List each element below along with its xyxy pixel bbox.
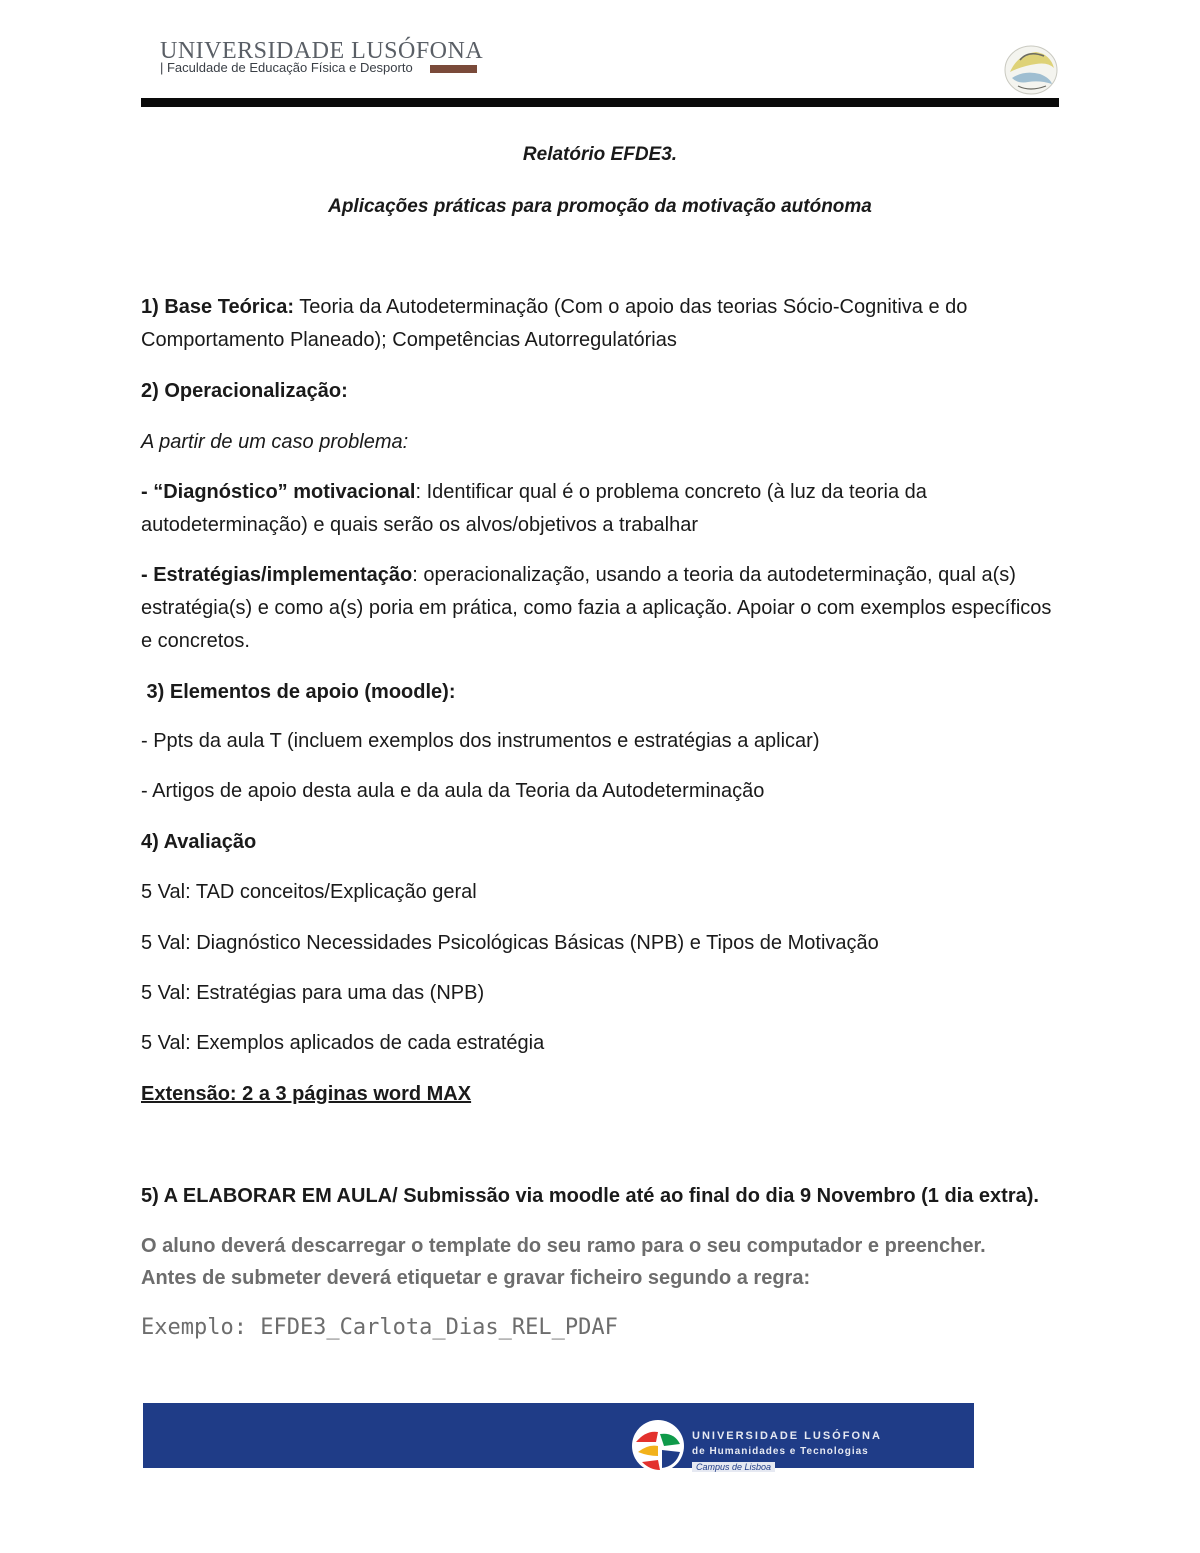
faculty-logo-icon xyxy=(1000,40,1062,98)
section-3-label: 3) Elementos de apoio (moodle): xyxy=(141,681,456,703)
diagnostico-label: - “Diagnóstico” motivacional xyxy=(141,481,416,503)
section-base-teorica xyxy=(141,291,1066,357)
diagnostico-text: : Identificar qual é o problema concreto (à luz da teoria da autodeterminação) e quais serão os alvos/objetivos a trabalhar xyxy=(141,481,927,536)
section-1-text: Teoria da Autodeterminação (Com o apoio das teorias Sócio-Cognitiva e do Comportamento Planeado); Competências Autorregulatórias xyxy=(141,296,968,351)
evaluation-item: 5 Val: TAD conceitos/Explicação geral xyxy=(141,881,477,903)
filename-example: Exemplo: EFDE3_Carlota_Dias_REL_PDAF xyxy=(141,1315,618,1340)
section-2-intro: A partir de um caso problema: xyxy=(141,431,409,453)
evaluation-item: 5 Val: Exemplos aplicados de cada estratégia xyxy=(141,1032,545,1054)
section-4-label: 4) Avaliação xyxy=(141,831,257,853)
estrategias-text: : operacionalização, usando a teoria da autodeterminação, qual a(s) estratégia(s) e como a(s) poria em prática, como fazia a aplicação. Apoiar o com exemplos específicos e concretos. xyxy=(141,564,1052,652)
section-5-label: 5) A ELABORAR EM AULA/ Submissão via moodle até ao final do dia 9 Novembro (1 dia extra). xyxy=(141,1185,1039,1207)
footer-university: UNIVERSIDADE LUSÓFONA xyxy=(692,1430,882,1442)
university-name: UNIVERSIDADE LUSÓFONA xyxy=(160,38,484,64)
document-title: Relatório EFDE3. xyxy=(522,144,678,165)
footer-campus: Campus de Lisboa xyxy=(692,1462,775,1472)
document-subtitle: Aplicações práticas para promoção da motivação autónoma xyxy=(328,196,872,217)
header-accent-bar xyxy=(430,65,477,73)
extension-note: Extensão: 2 a 3 páginas word MAX xyxy=(141,1083,472,1105)
instructions-line-1: O aluno deverá descarregar o template do seu ramo para o seu computador e preencher. xyxy=(141,1235,986,1257)
instructions-line-2: Antes de submeter deverá etiquetar e gravar ficheiro segundo a regra: xyxy=(141,1267,811,1289)
section-1-label: 1) Base Teórica: xyxy=(141,296,295,318)
estrategias-item xyxy=(141,559,1066,658)
diagnostico-item xyxy=(141,476,1066,542)
header-divider xyxy=(141,98,1059,107)
evaluation-item: 5 Val: Diagnóstico Necessidades Psicológicas Básicas (NPB) e Tipos de Motivação xyxy=(141,932,879,954)
section-2-label: 2) Operacionalização: xyxy=(141,380,348,402)
footer-subtitle: de Humanidades e Tecnologias xyxy=(692,1446,869,1457)
estrategias-label: - Estratégias/implementação xyxy=(141,564,413,586)
evaluation-item: 5 Val: Estratégias para uma das (NPB) xyxy=(141,982,485,1004)
university-logo-icon xyxy=(628,1412,688,1480)
faculty-name: | Faculdade de Educação Física e Desporto xyxy=(160,60,413,75)
section-3-item-1: - Ppts da aula T (incluem exemplos dos instrumentos e estratégias a aplicar) xyxy=(141,730,820,752)
section-3-item-2: - Artigos de apoio desta aula e da aula da Teoria da Autodeterminação xyxy=(141,780,765,802)
